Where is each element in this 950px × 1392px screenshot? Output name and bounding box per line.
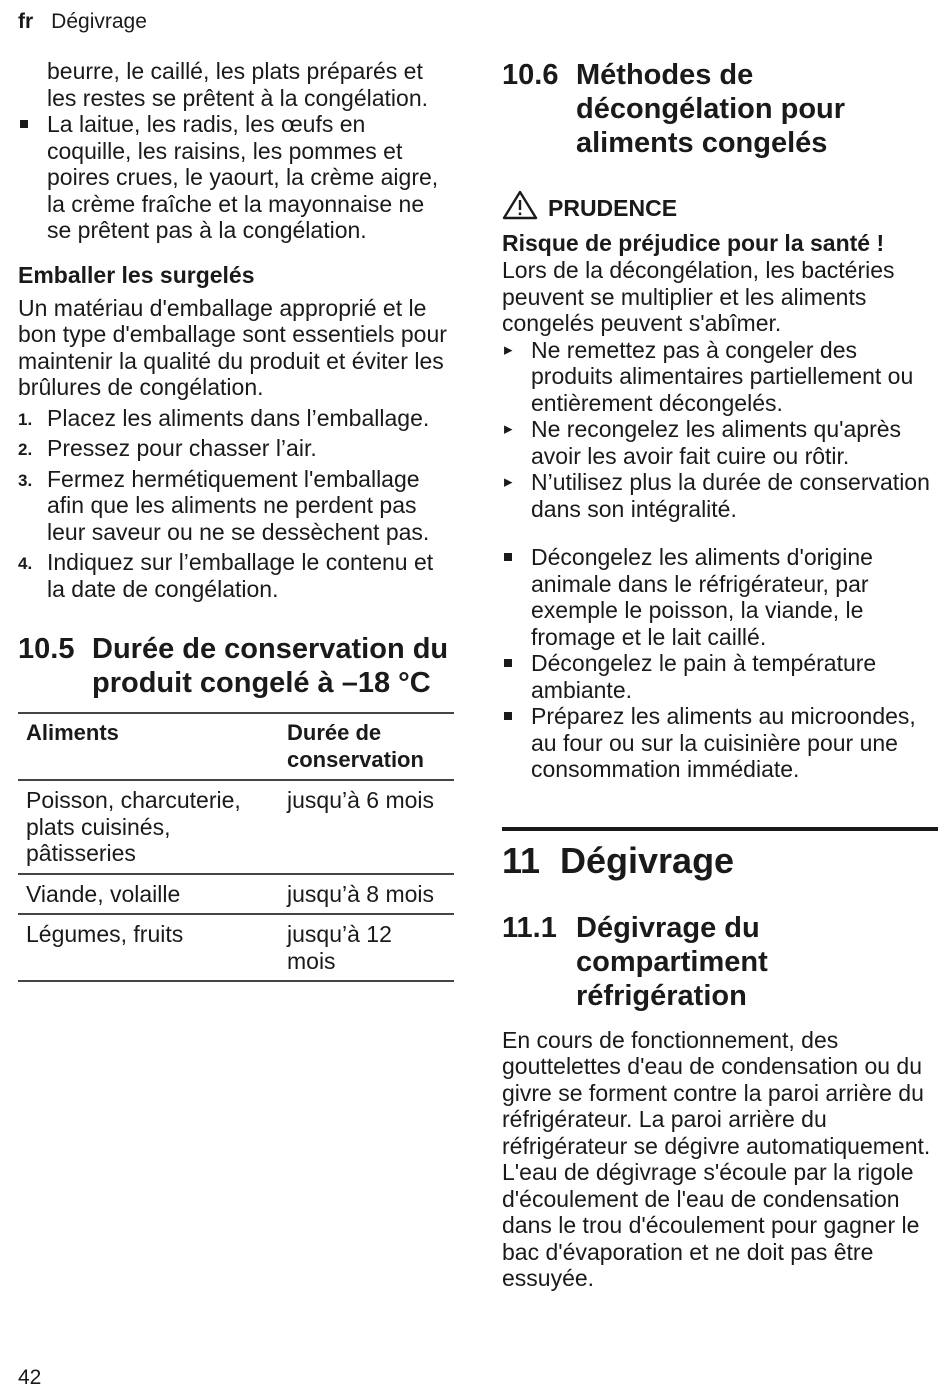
- section-10-6-heading: [502, 58, 938, 160]
- left-column: [18, 58, 454, 982]
- table-row: [18, 874, 454, 915]
- section-title: Dégivrage du compartiment réfrigération: [576, 911, 768, 1012]
- duration-cell: jusqu’à 12 mois: [279, 914, 454, 981]
- step-number: 4.: [18, 554, 33, 573]
- defrost-paragraph-1: En cours de fonctionnement, des gouttelettes d'eau de condensation ou du givre se forment contre la paroi arrière du réfrigérateur. La paroi arrière du réfrigérateur se dégivre automatiquement.: [502, 1026, 931, 1159]
- packaging-paragraph: Un matériau d'emballage approprié et le bon type d'emballage sont essentiels pour maintenir la qualité du produit et éviter les brûlures de congélation.: [18, 294, 447, 400]
- food-cell: Viande, volaille: [18, 874, 279, 915]
- table-row: [18, 780, 454, 874]
- chapter-title: Dégivrage: [560, 839, 735, 881]
- chapter-11-heading: [502, 839, 938, 883]
- step-text: Placez les aliments dans l’emballage.: [47, 404, 430, 431]
- step-number: 3.: [18, 470, 33, 490]
- thawing-methods-list: [502, 544, 938, 783]
- duration-cell: jusqu’à 6 mois: [279, 780, 454, 874]
- defrost-paragraph-2: L'eau de dégivrage s'écoule par la rigole d'écoulement de l'eau de condensation dans le trou d'écoulement pour gagner le bac d'évaporation et ne doit pas être essuyée.: [502, 1159, 920, 1291]
- list-item: La laitue, les radis, les œufs en coquille, les raisins, les pommes et poires crues, le yaourt, la crème aigre, la crème fraîche et la mayonnaise ne se prêtent pas à la congélation.: [18, 111, 454, 244]
- storage-duration-table: [18, 712, 454, 982]
- step-text: Fermez hermétiquement l'emballage afin que les aliments ne perdent pas leur saveur ou ne se dessèchent pas.: [47, 465, 430, 545]
- column-header-food: Aliments: [18, 713, 279, 780]
- list-item: Décongelez les aliments d'origine animale dans le réfrigérateur, par exemple le poisson, la viande, le fromage et le lait caillé.: [502, 544, 938, 650]
- list-item: ▸ Ne remettez pas à congeler des produits alimentaires partiellement ou entièrement décongelés.: [502, 337, 938, 417]
- list-item: ▸ N’utilisez plus la durée de conservation dans son intégralité.: [502, 469, 938, 522]
- chapter-divider: [502, 827, 938, 831]
- column-header-duration: Durée de conservation: [279, 713, 454, 780]
- step-text: Pressez pour chasser l’air.: [47, 435, 317, 461]
- table-header-row: [18, 713, 454, 780]
- step-item: [18, 549, 454, 602]
- warning-subtitle: Risque de préjudice pour la santé !: [502, 230, 885, 256]
- warning-triangle-icon: [502, 190, 538, 226]
- section-11-1-heading: [502, 911, 938, 1013]
- warning-text: Lors de la décongélation, les bactéries peuvent se multiplier et les aliments congelés peuvent s'abîmer.: [502, 257, 895, 336]
- not-freezable-list: [18, 111, 454, 244]
- step-item: [18, 405, 454, 432]
- food-cell: Légumes, fruits: [18, 914, 279, 981]
- page-number: 42: [18, 1366, 42, 1389]
- continued-paragraph: beurre, le caillé, les plats préparés et les restes se prêtent à la congélation.: [47, 58, 429, 111]
- step-item: [18, 435, 454, 462]
- warning-header: [502, 190, 938, 226]
- section-title: Méthodes de décongélation pour aliments congelés: [576, 59, 846, 159]
- section-number: 10.6: [502, 59, 559, 91]
- language-code: fr: [18, 10, 34, 33]
- warning-label: PRUDENCE: [548, 194, 678, 221]
- right-column: [502, 58, 938, 1292]
- packaging-steps: [18, 405, 454, 603]
- step-text: Indiquez sur l’emballage le contenu et la date de congélation.: [47, 549, 434, 602]
- duration-cell: jusqu’à 8 mois: [279, 874, 454, 915]
- page-header: [18, 10, 147, 34]
- step-number: 2.: [18, 440, 33, 459]
- list-item: Préparez les aliments au microondes, au four ou sur la cuisinière pour une consommation immédiate.: [502, 703, 938, 783]
- section-number: 11.1: [502, 911, 557, 944]
- header-section-title: Dégivrage: [51, 10, 147, 33]
- table-row: [18, 914, 454, 981]
- list-item: ▸ Ne recongelez les aliments qu'après avoir les avoir fait cuire ou rôtir.: [502, 416, 938, 469]
- warning-actions: [502, 337, 938, 523]
- section-10-5-heading: [18, 632, 454, 700]
- packaging-heading: Emballer les surgelés: [18, 261, 255, 288]
- list-item: Décongelez le pain à température ambiante.: [502, 650, 938, 703]
- section-title: Durée de conservation du produit congelé à –18 °C: [92, 633, 449, 699]
- chapter-number: 11: [502, 839, 541, 881]
- food-cell: Poisson, charcuterie, plats cuisinés, pâtisseries: [18, 780, 279, 874]
- step-item: [18, 466, 454, 546]
- section-number: 10.5: [18, 633, 75, 665]
- step-number: 1.: [18, 409, 33, 429]
